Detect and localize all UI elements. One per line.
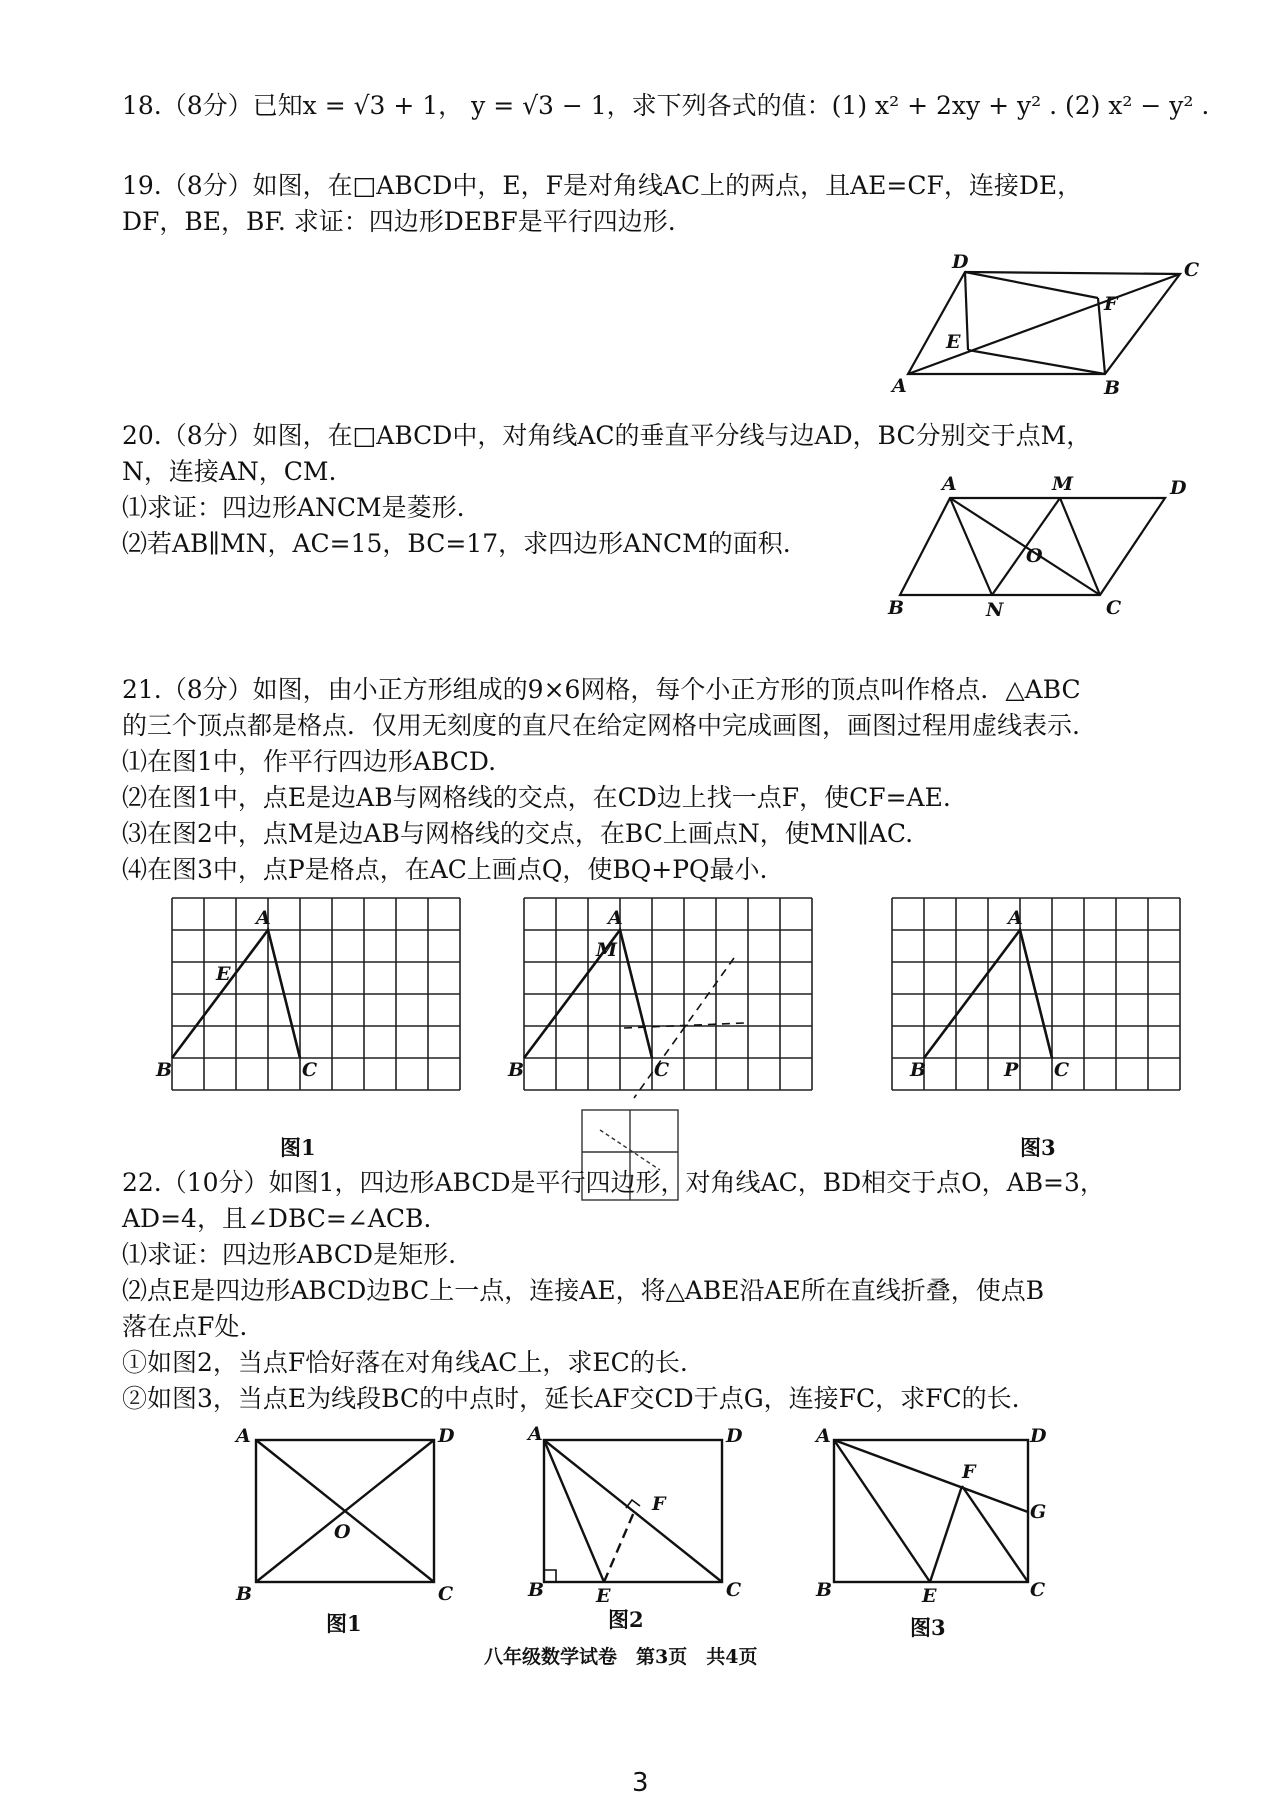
q22-figure-1-caption: 图1 bbox=[326, 1611, 362, 1636]
q20-label-M: M bbox=[1052, 473, 1074, 495]
q22-fig3-label-F: F bbox=[962, 1461, 976, 1483]
q22-fig2-label-E: E bbox=[596, 1585, 611, 1607]
q20-label-O: O bbox=[1026, 545, 1043, 567]
q22-line7: ②如图3，当点E为线段BC的中点时，延长AF交CD于点G，连接FC，求FC的长. bbox=[122, 1384, 1020, 1413]
q22-figure-2 bbox=[522, 1423, 752, 1607]
q21-line6: ⑷在图3中，点P是格点，在AC上画点Q，使BQ+PQ最小. bbox=[122, 855, 768, 884]
q21-fig1-label-C: C bbox=[302, 1059, 318, 1081]
q22-fig3-label-D: D bbox=[1030, 1425, 1047, 1447]
q20-label-C: C bbox=[1106, 597, 1122, 619]
q21-line4: ⑵在图1中，点E是边AB与网格线的交点，在CD边上找一点F，使CF=AE. bbox=[122, 783, 951, 812]
q21-fig1-label-A: A bbox=[256, 907, 271, 929]
page-number: 3 bbox=[632, 1768, 649, 1798]
q22-fig2-label-B: B bbox=[528, 1579, 545, 1601]
q20-label-N: N bbox=[986, 599, 1004, 621]
question-18 bbox=[122, 88, 1209, 124]
q22-figure-2-caption: 图2 bbox=[608, 1607, 644, 1632]
q21-line1: 21.（8分）如图，由小正方形组成的9×6网格，每个小正方形的顶点叫作格点．△ABC bbox=[122, 675, 1081, 704]
q19-label-B: B bbox=[1104, 377, 1121, 399]
q19-label-D: D bbox=[952, 251, 969, 273]
q22-line4: ⑵点E是四边形ABCD边BC上一点，连接AE，将△ABE沿AE所在直线折叠，使点B bbox=[122, 1276, 1045, 1305]
q21-fig1-label-B: B bbox=[156, 1059, 173, 1081]
q22-figure-3 bbox=[810, 1425, 1050, 1607]
q19-label-C: C bbox=[1184, 259, 1200, 281]
q19-label-E: E bbox=[946, 331, 961, 353]
q21-grid-figure-3 bbox=[892, 898, 1182, 1098]
q20-line4: ⑵若AB∥MN，AC=15，BC=17，求四边形ANCM的面积. bbox=[122, 529, 791, 558]
q22-line1: 22.（10分）如图1，四边形ABCD是平行四边形，对角线AC，BD相交于点O，AB=3， bbox=[122, 1168, 1105, 1197]
q22-line5: 落在点F处. bbox=[122, 1312, 248, 1341]
q22-figure-1 bbox=[232, 1425, 462, 1605]
q22-fig2-label-A: A bbox=[528, 1423, 543, 1445]
question-19 bbox=[122, 168, 1082, 240]
q21-fig3-label-C: C bbox=[1054, 1059, 1070, 1081]
q22-fig1-label-D: D bbox=[438, 1425, 455, 1447]
q22-fig1-label-O: O bbox=[334, 1521, 351, 1543]
q22-fig2-label-D: D bbox=[726, 1425, 743, 1447]
question-22 bbox=[122, 1165, 1105, 1417]
q21-fig2-label-C: C bbox=[654, 1059, 670, 1081]
q21-fig2-label-M: M bbox=[596, 939, 618, 961]
q22-fig3-label-A: A bbox=[816, 1425, 831, 1447]
q21-grid-figure-1 bbox=[156, 898, 462, 1098]
q22-fig1-label-A: A bbox=[236, 1425, 251, 1447]
q22-fig3-label-G: G bbox=[1030, 1501, 1047, 1523]
q21-figure-3-caption: 图3 bbox=[1020, 1135, 1056, 1160]
q20-line3: ⑴求证：四边形ANCM是菱形. bbox=[122, 493, 465, 522]
q21-fig3-label-B: B bbox=[910, 1059, 927, 1081]
q22-fig3-label-E: E bbox=[922, 1585, 937, 1607]
q22-line6: ①如图2，当点F恰好落在对角线AC上，求EC的长. bbox=[122, 1348, 688, 1377]
q20-line2: N，连接AN，CM. bbox=[122, 457, 337, 486]
q22-fig1-label-C: C bbox=[438, 1583, 454, 1605]
q18-text: 18.（8分）已知x = √3 + 1， y = √3 − 1，求下列各式的值：(1) x² + 2xy + y² . (2) x² − y² . bbox=[122, 91, 1210, 120]
q21-line3: ⑴在图1中，作平行四边形ABCD. bbox=[122, 747, 497, 776]
q22-line2: AD=4，且∠DBC=∠ACB. bbox=[122, 1204, 432, 1233]
q21-fig3-label-A: A bbox=[1008, 907, 1023, 929]
q21-fig1-label-E: E bbox=[216, 963, 231, 985]
q22-fig2-label-F: F bbox=[652, 1493, 666, 1515]
q21-fig2-label-A: A bbox=[608, 907, 623, 929]
q20-label-B: B bbox=[888, 597, 905, 619]
q21-figure-1-caption: 图1 bbox=[280, 1135, 316, 1160]
q22-line3: ⑴求证：四边形ABCD是矩形. bbox=[122, 1240, 457, 1269]
q22-figure-3-caption: 图3 bbox=[910, 1615, 946, 1640]
q22-fig3-label-C: C bbox=[1030, 1579, 1046, 1601]
q20-line1: 20.（8分）如图，在□ABCD中，对角线AC的垂直平分线与边AD，BC分别交于点M， bbox=[122, 421, 1092, 450]
q22-fig1-label-B: B bbox=[236, 1583, 253, 1605]
q21-line2: 的三个顶点都是格点．仅用无刻度的直尺在给定网格中完成画图，画图过程用虚线表示. bbox=[122, 711, 1080, 740]
q20-figure bbox=[880, 470, 1200, 620]
page-footer: 八年级数学试卷 第3页 共4页 bbox=[484, 1646, 758, 1668]
q19-figure bbox=[880, 252, 1200, 402]
q21-line5: ⑶在图2中，点M是边AB与网格线的交点，在BC上画点N，使MN∥AC. bbox=[122, 819, 914, 848]
q20-label-A: A bbox=[942, 473, 957, 495]
q19-label-F: F bbox=[1104, 293, 1118, 315]
q19-line1: 19.（8分）如图，在□ABCD中，E，F是对角线AC上的两点，且AE=CF，连接DE， bbox=[122, 171, 1083, 200]
q19-line2: DF，BE，BF. 求证：四边形DEBF是平行四边形. bbox=[122, 207, 676, 236]
q21-grid-figure-2 bbox=[508, 898, 814, 1098]
q22-fig3-label-B: B bbox=[816, 1579, 833, 1601]
q21-fig3-label-P: P bbox=[1004, 1059, 1019, 1081]
question-21 bbox=[122, 672, 1081, 888]
q22-fig2-label-C: C bbox=[726, 1579, 742, 1601]
q21-fig2-label-B: B bbox=[508, 1059, 525, 1081]
q20-label-D: D bbox=[1170, 477, 1187, 499]
q19-label-A: A bbox=[892, 375, 907, 397]
